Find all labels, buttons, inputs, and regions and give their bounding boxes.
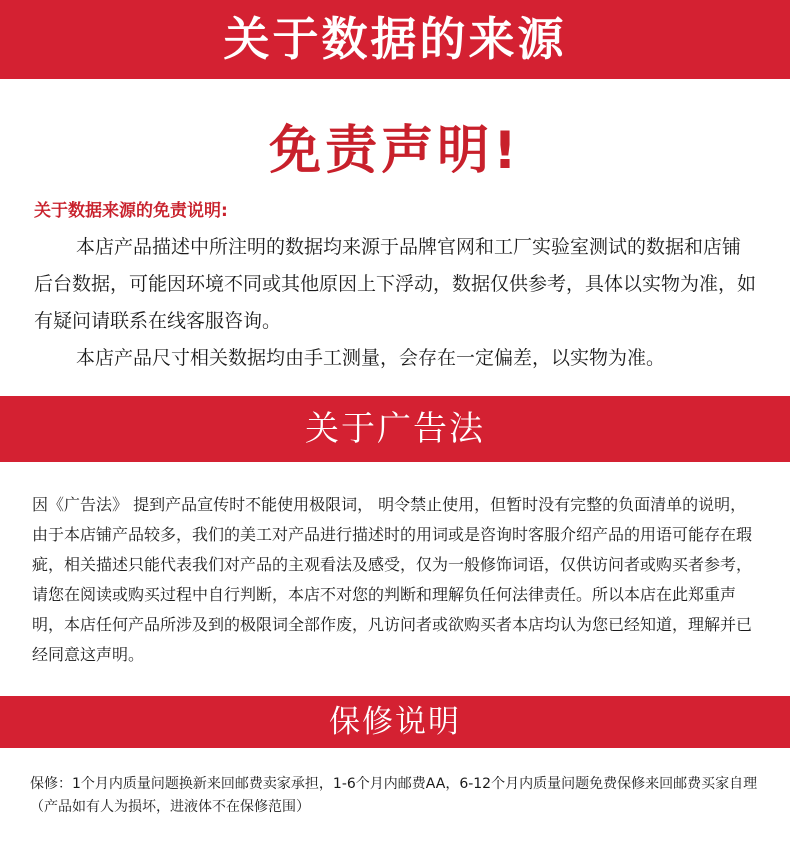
disclaimer-paragraph-data: 本店产品描述中所注明的数据均来源于品牌官网和工厂实验室测试的数据和店铺后台数据，可能因环境不同或其他原因上下浮动，数据仅供参考，具体以实物为准，如有疑问请联系在线客服咨询。 — [34, 236, 757, 332]
data-source-title: 关于数据的来源 — [223, 12, 567, 66]
data-source-banner — [0, 0, 790, 79]
disclaimer-paragraph-size: 本店产品尺寸相关数据均由手工测量，会存在一定偏差，以实物为准。 — [76, 347, 666, 369]
disclaimer-subheading: 关于数据来源的免责说明: — [34, 201, 228, 221]
ad-law-title: 关于广告法 — [305, 409, 485, 449]
warranty-title: 保修说明 — [329, 704, 461, 740]
ad-law-statement: 因《广告法》 提到产品宣传时不能使用极限词， 明令禁止使用，但暂时没有完整的负面清单的说明，由于本店铺产品较多，我们的美工对产品进行描述时的用词或是咨询时客服介绍产品的用语可能存在瑕疵，相关描述只能代表我们对产品的主观看法及感受，仅为一般修饰词语，仅供访问者或购买者参考，请您在阅读或购买过程中自行判断，本店不对您的判断和理解负任何法律责任。所以本店在此郑重声明，本店任何产品所涉及到的极限词全部作废，凡访问者或欲购买者本店均认为您已经知道，理解并已经同意这声明。 — [32, 495, 753, 664]
disclaimer-title: 免责声明! — [269, 121, 521, 181]
ad-law-banner — [0, 396, 790, 462]
disclaimer-body — [34, 229, 756, 377]
warranty-statement: 保修：1个月内质量问题换新来回邮费卖家承担，1-6个月内邮费AA，6-12个月内质量问题免费保修来回邮费买家自理（产品如有人为损坏，进液体不在保修范围） — [30, 776, 758, 815]
warranty-banner — [0, 696, 790, 748]
